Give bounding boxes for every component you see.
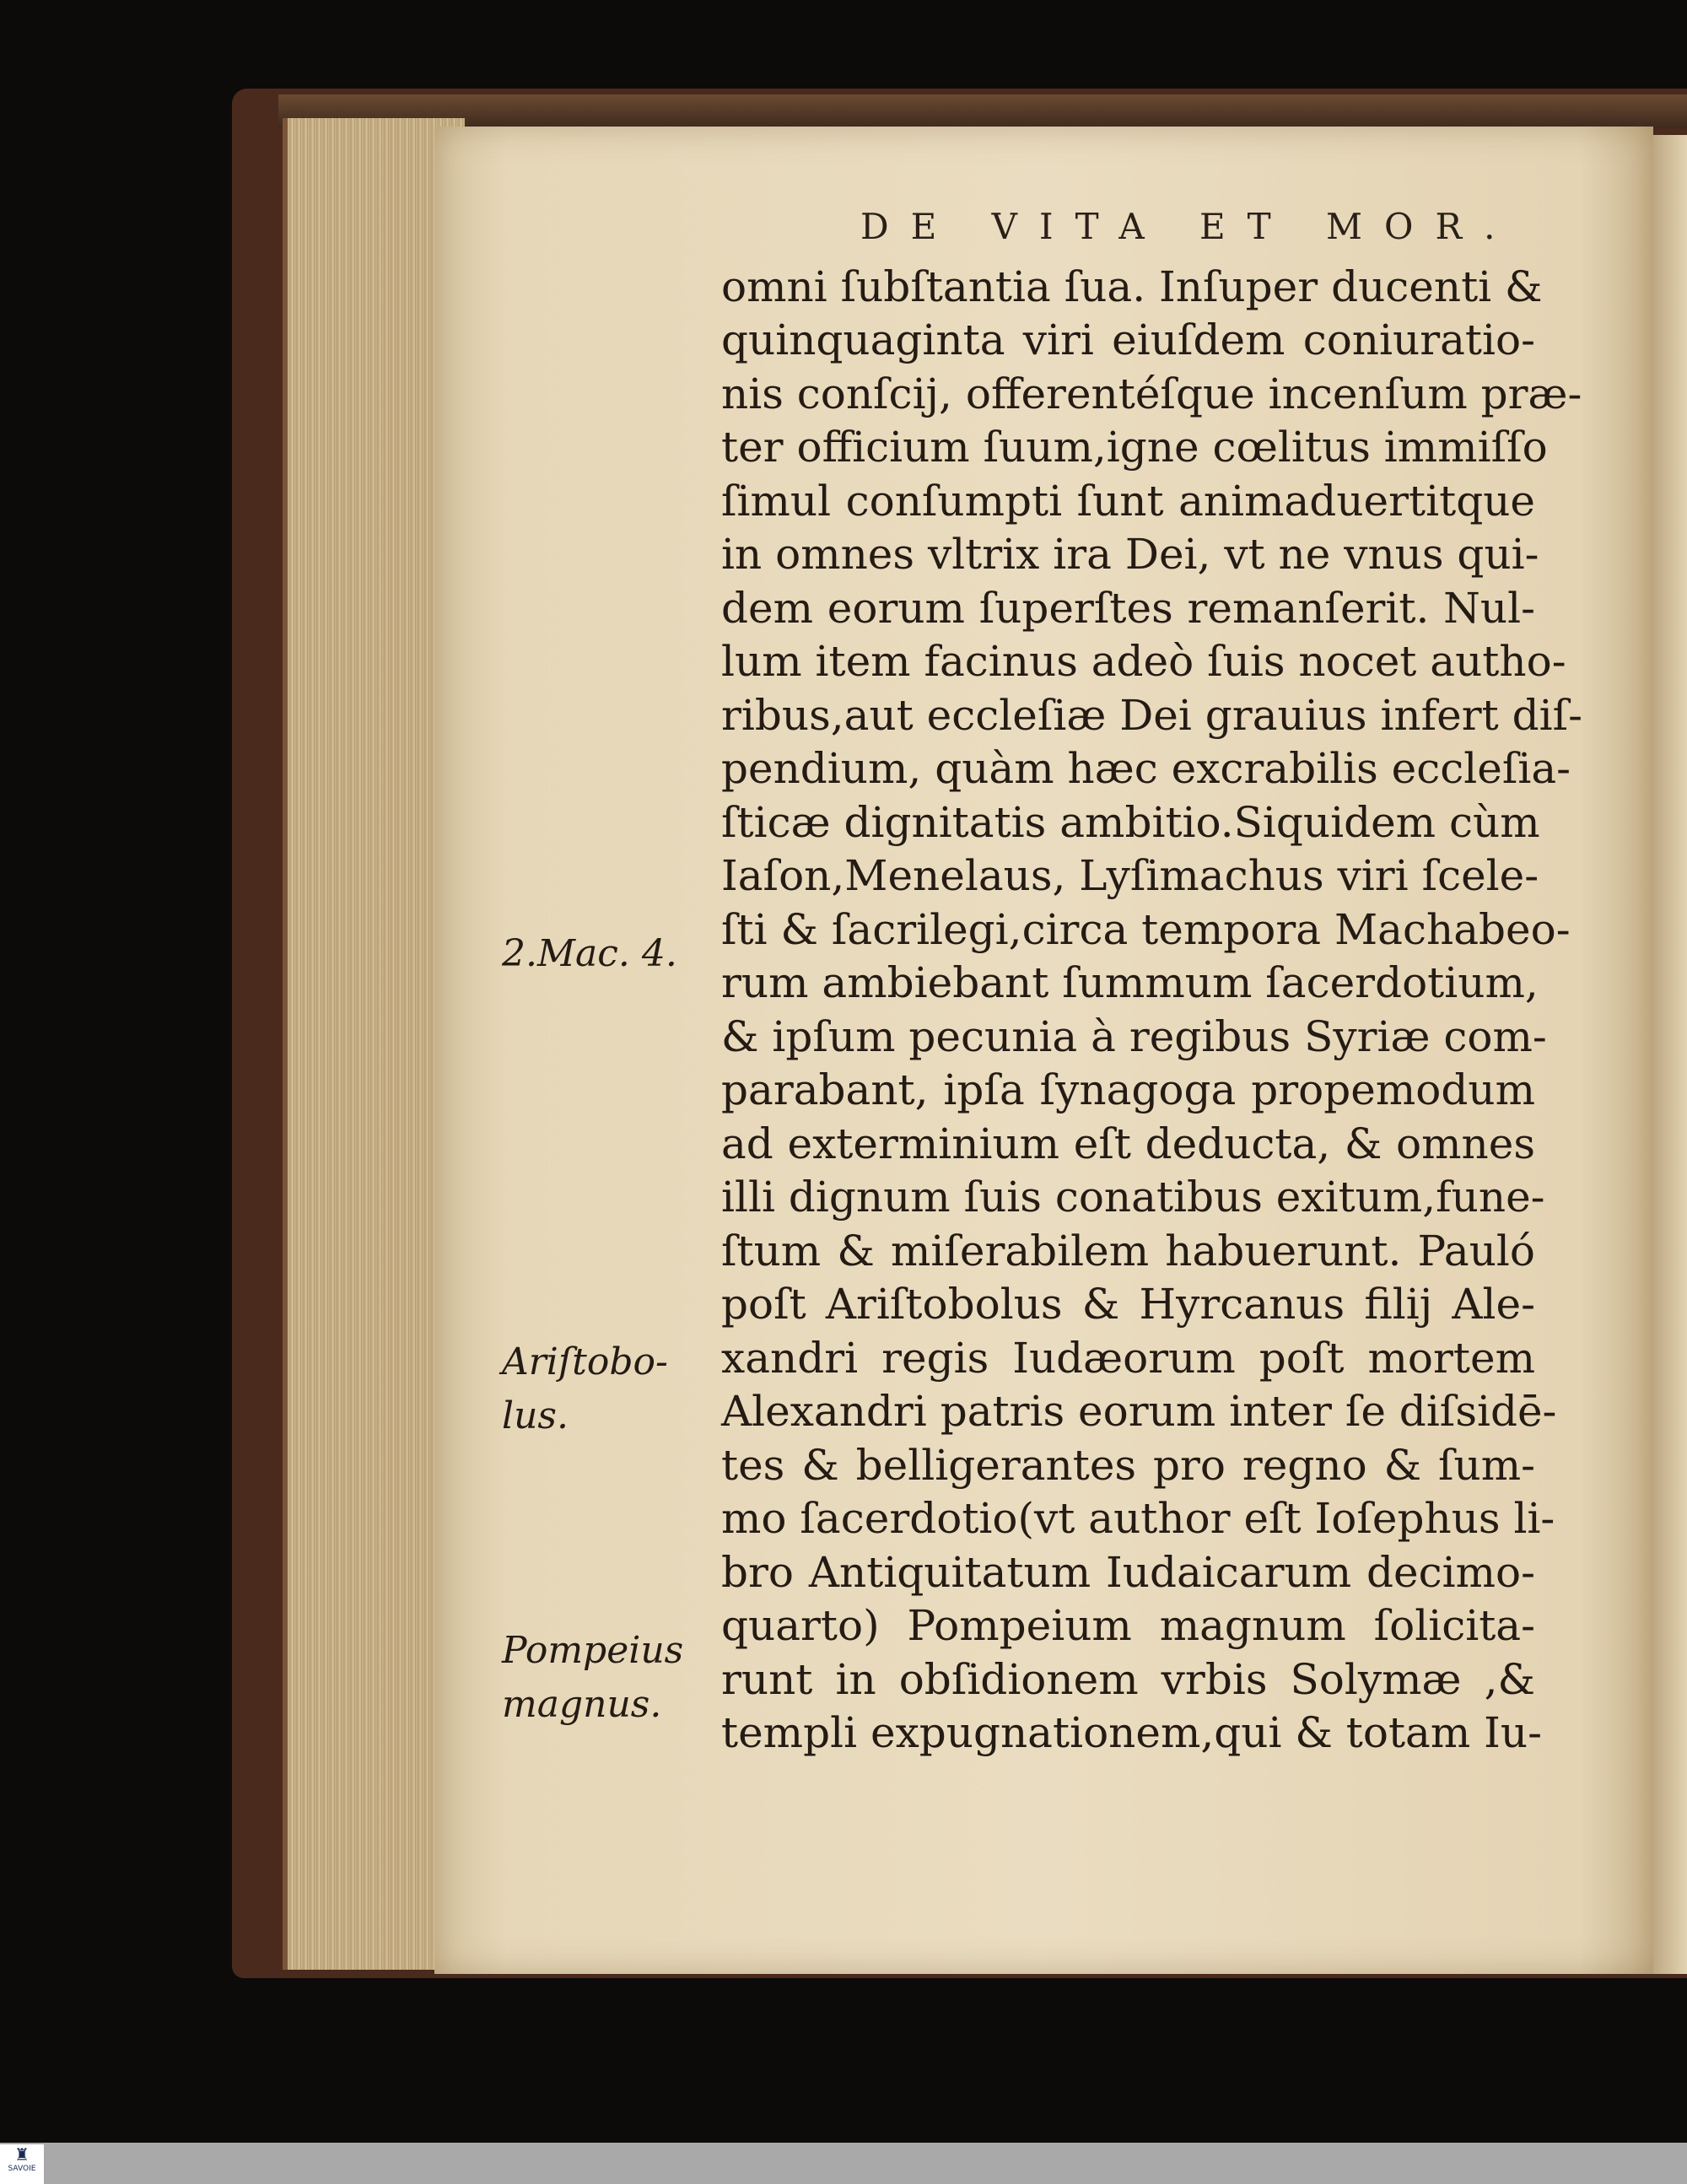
text-line: in omnes vltrix ira Dei, vt ne vnus qui- bbox=[721, 530, 1539, 579]
text-line: parabant, ipſa ſynagoga propemodum bbox=[721, 1065, 1535, 1114]
castle-icon: ♜ bbox=[14, 2144, 30, 2165]
text-line: ſti & ſacrilegi,circa tempora Machabeo- bbox=[721, 905, 1571, 954]
book-top-edge bbox=[278, 94, 1687, 128]
library-logo-text: SAVOIE bbox=[8, 2165, 36, 2173]
text-line: dem eorum ſuperſtes remanſerit. Nul- bbox=[721, 584, 1535, 633]
text-line: quarto) Pompeium magnum ſolicita- bbox=[721, 1601, 1535, 1650]
library-logo bbox=[0, 2144, 44, 2184]
text-line: bro Antiquitatum Iudaicarum decimo- bbox=[721, 1548, 1535, 1597]
running-head: DE VITA ET MOR. bbox=[860, 206, 1517, 247]
margin-note-aristobolus: Ariſtobo- bbox=[502, 1340, 668, 1383]
text-line: Iaſon,Menelaus, Lyſimachus viri ſcele- bbox=[721, 851, 1539, 900]
text-line: poſt Ariſtobolus & Hyrcanus filij Ale- bbox=[721, 1280, 1535, 1329]
text-line: ſimul conſumpti ſunt animaduertitque bbox=[721, 477, 1535, 526]
margin-note-mac: 2.Mac. 4. bbox=[502, 932, 677, 975]
text-line: xandri regis Iudæorum poſt mortem bbox=[721, 1334, 1535, 1383]
text-line: rum ambiebant ſummum ſacerdotium, bbox=[721, 958, 1539, 1007]
text-line: Alexandri patris eorum inter ſe diſsidē- bbox=[721, 1387, 1557, 1436]
text-line: runt in obſidionem vrbis Solymæ ,& bbox=[721, 1655, 1535, 1704]
text-line: ſtum & miſerabilem habuerunt. Pauló bbox=[721, 1227, 1535, 1275]
text-line: ad exterminium eſt deducta, & omnes bbox=[721, 1119, 1535, 1168]
text-line: quinquaginta viri eiuſdem coniuratio- bbox=[721, 315, 1535, 364]
margin-note-pompeius-cont: magnus. bbox=[502, 1683, 662, 1726]
next-page-edge bbox=[1649, 135, 1687, 1974]
text-line: tes & belligerantes pro regno & ſum- bbox=[721, 1441, 1535, 1490]
text-line: lum item facinus adeò ſuis nocet autho- bbox=[721, 637, 1566, 686]
text-line: illi dignum ſuis conatibus exitum,fune- bbox=[721, 1173, 1545, 1221]
text-line: ribus,aut eccleſiæ Dei grauius infert diſ- bbox=[721, 691, 1583, 740]
text-line: pendium, quàm hæc excrabilis eccleſia- bbox=[721, 744, 1571, 793]
text-line: nis conſcij, offerentéſque incenſum præ- bbox=[721, 369, 1582, 418]
text-line: ſticæ dignitatis ambitio.Siquidem cùm bbox=[721, 798, 1540, 847]
text-line: mo ſacerdotio(vt author eſt Ioſephus li- bbox=[721, 1494, 1555, 1543]
text-line: templi expugnationem,qui & totam Iu- bbox=[721, 1708, 1543, 1757]
text-line: ter officium ſuum,igne cœlitus immiſſo bbox=[721, 423, 1548, 472]
margin-note-pompeius: Pompeius bbox=[502, 1629, 684, 1672]
margin-note-aristobolus-cont: lus. bbox=[502, 1394, 569, 1437]
viewer-footer-bar bbox=[0, 2143, 1687, 2184]
text-line: & ipſum pecunia à regibus Syriæ com- bbox=[721, 1012, 1547, 1061]
text-line: omni ſubſtantia ſua. Inſuper ducenti & bbox=[721, 262, 1543, 311]
